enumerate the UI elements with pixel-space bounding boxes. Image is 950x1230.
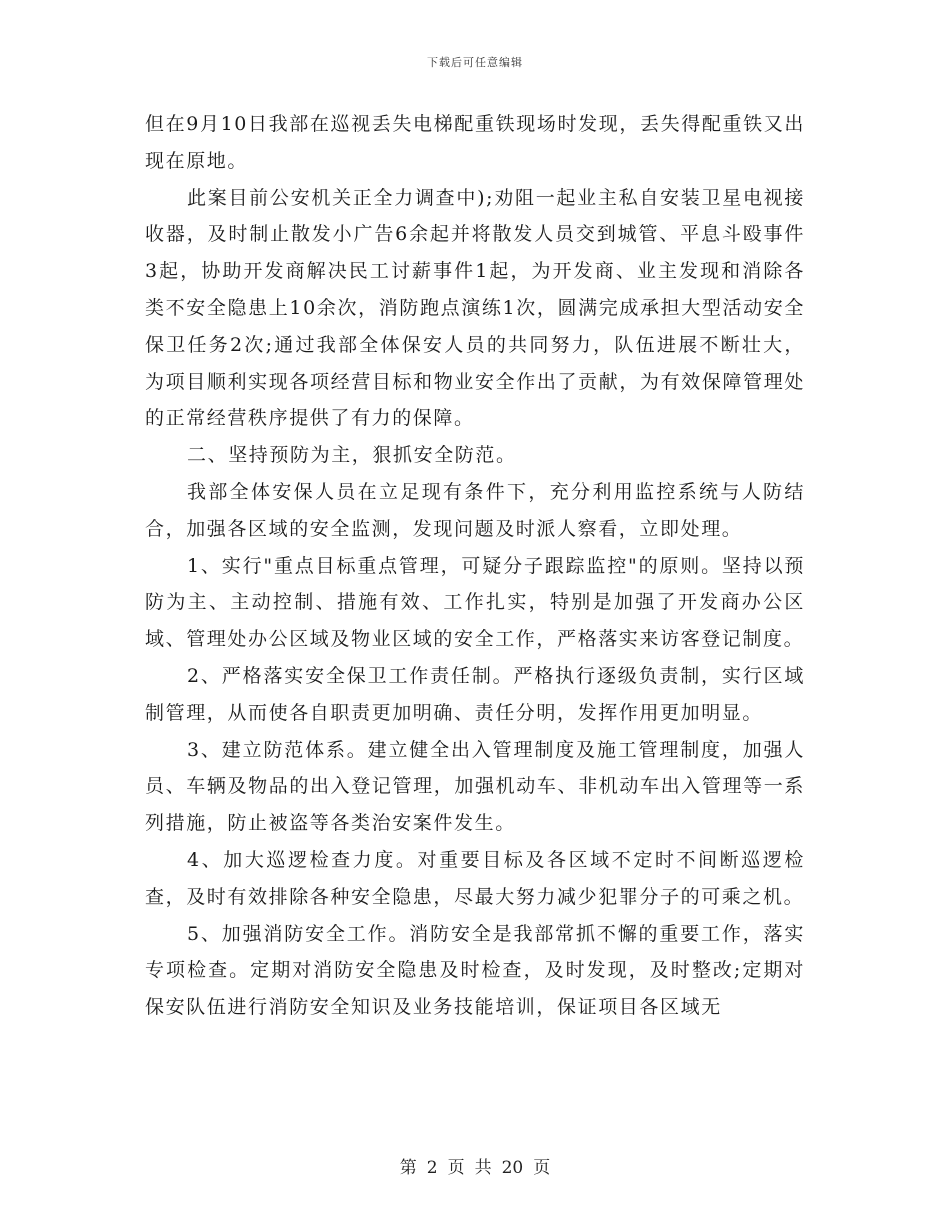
paragraph: 我部全体安保人员在立足现有条件下，充分利用监控系统与人防结合，加强各区域的安全监测，发现问题及时派人察看，立即处理。 xyxy=(145,480,805,540)
page-label-prefix: 第 xyxy=(399,1158,417,1178)
section-heading: 二、坚持预防为主，狠抓安全防范。 xyxy=(187,444,517,467)
total-label-suffix: 页 xyxy=(533,1158,551,1178)
document-body xyxy=(145,106,805,1026)
page-footer xyxy=(0,1153,950,1178)
paragraph: 此案目前公安机关正全力调查中);劝阻一起业主私自安装卫星电视接收器，及时制止散发小广告6余起并将散发人员交到城管、平息斗殴事件3起，协助开发商解决民工讨薪事件1起，为开发商、业主发现和消除各类不安全隐患上10余次，消防跑点演练1次，圆满完成承担大型活动安全保卫任务2次;通过我部全体保安人员的共同努力，队伍进展不断壮大，为项目顺利实现各项经营目标和物业安全作出了贡献，为有效保障管理处的正常经营秩序提供了有力的保障。 xyxy=(145,186,805,430)
page-header: 下载后可任意编辑 xyxy=(427,56,523,69)
paragraph: 但在9月10日我部在巡视丢失电梯配重铁现场时发现，丢失得配重铁又出现在原地。 xyxy=(145,113,805,172)
page-number: 2 xyxy=(426,1158,438,1178)
list-item: 3、建立防范体系。建立健全出入管理制度及施工管理制度，加强人员、车辆及物品的出入登记管理，加强机动车、非机动车出入管理等一系列措施，防止被盗等各类治安案件发生。 xyxy=(145,738,805,835)
list-item: 4、加大巡逻检查力度。对重要目标及各区域不定时不间断巡逻检查，及时有效排除各种安全隐患，尽最大努力减少犯罪分子的可乘之机。 xyxy=(145,848,805,908)
list-item: 2、严格落实安全保卫工作责任制。严格执行逐级负责制，实行区域制管理，从而使各自职责更加明确、责任分明，发挥作用更加明显。 xyxy=(145,664,805,724)
list-item: 1、实行"重点目标重点管理，可疑分子跟踪监控"的原则。坚持以预防为主、主动控制、措施有效、工作扎实，特别是加强了开发商办公区域、管理处办公区域及物业区域的安全工作，严格落实来访客登记制度。 xyxy=(145,554,805,651)
total-pages: 20 xyxy=(501,1158,524,1178)
total-label-prefix: 共 xyxy=(474,1158,492,1178)
page-label-suffix: 页 xyxy=(447,1158,465,1178)
list-item: 5、加强消防安全工作。消防安全是我部常抓不懈的重要工作，落实专项检查。定期对消防安全隐患及时检查，及时发现，及时整改;定期对保安队伍进行消防安全知识及业务技能培训，保证项目各区域无 xyxy=(145,922,805,1019)
